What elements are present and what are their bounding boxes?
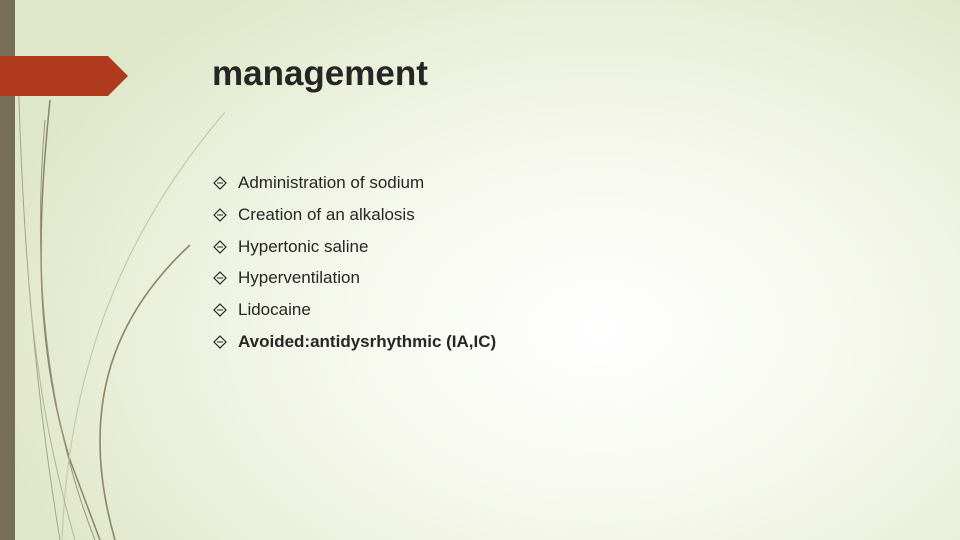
bullet-text: Administration of sodium [238,173,425,192]
diamond-bullet-icon [213,303,227,317]
diamond-bullet-icon [213,240,227,254]
bullet-text: Lidocaine [238,300,311,320]
diamond-bullet-icon [213,176,227,190]
bullet-item [213,202,496,234]
slide-title: management [212,54,428,93]
bullet-item [213,170,496,202]
bullet-list [213,170,496,361]
bullet-item [213,329,496,361]
title-accent-tab [0,56,128,96]
bullet-text: Hyperventilation [238,268,360,288]
bullet-item [213,297,496,329]
bullet-text: Creation of an alkalosis [238,204,415,224]
diamond-bullet-icon [213,271,227,285]
diamond-bullet-icon [213,208,227,222]
bullet-text: Hypertonic saline [238,236,369,256]
bullet-item [213,265,496,297]
bullet-text: Avoided:antidysrhythmic (IA,IC) [238,331,497,351]
diamond-bullet-icon [213,335,227,349]
bullet-item [213,234,496,266]
